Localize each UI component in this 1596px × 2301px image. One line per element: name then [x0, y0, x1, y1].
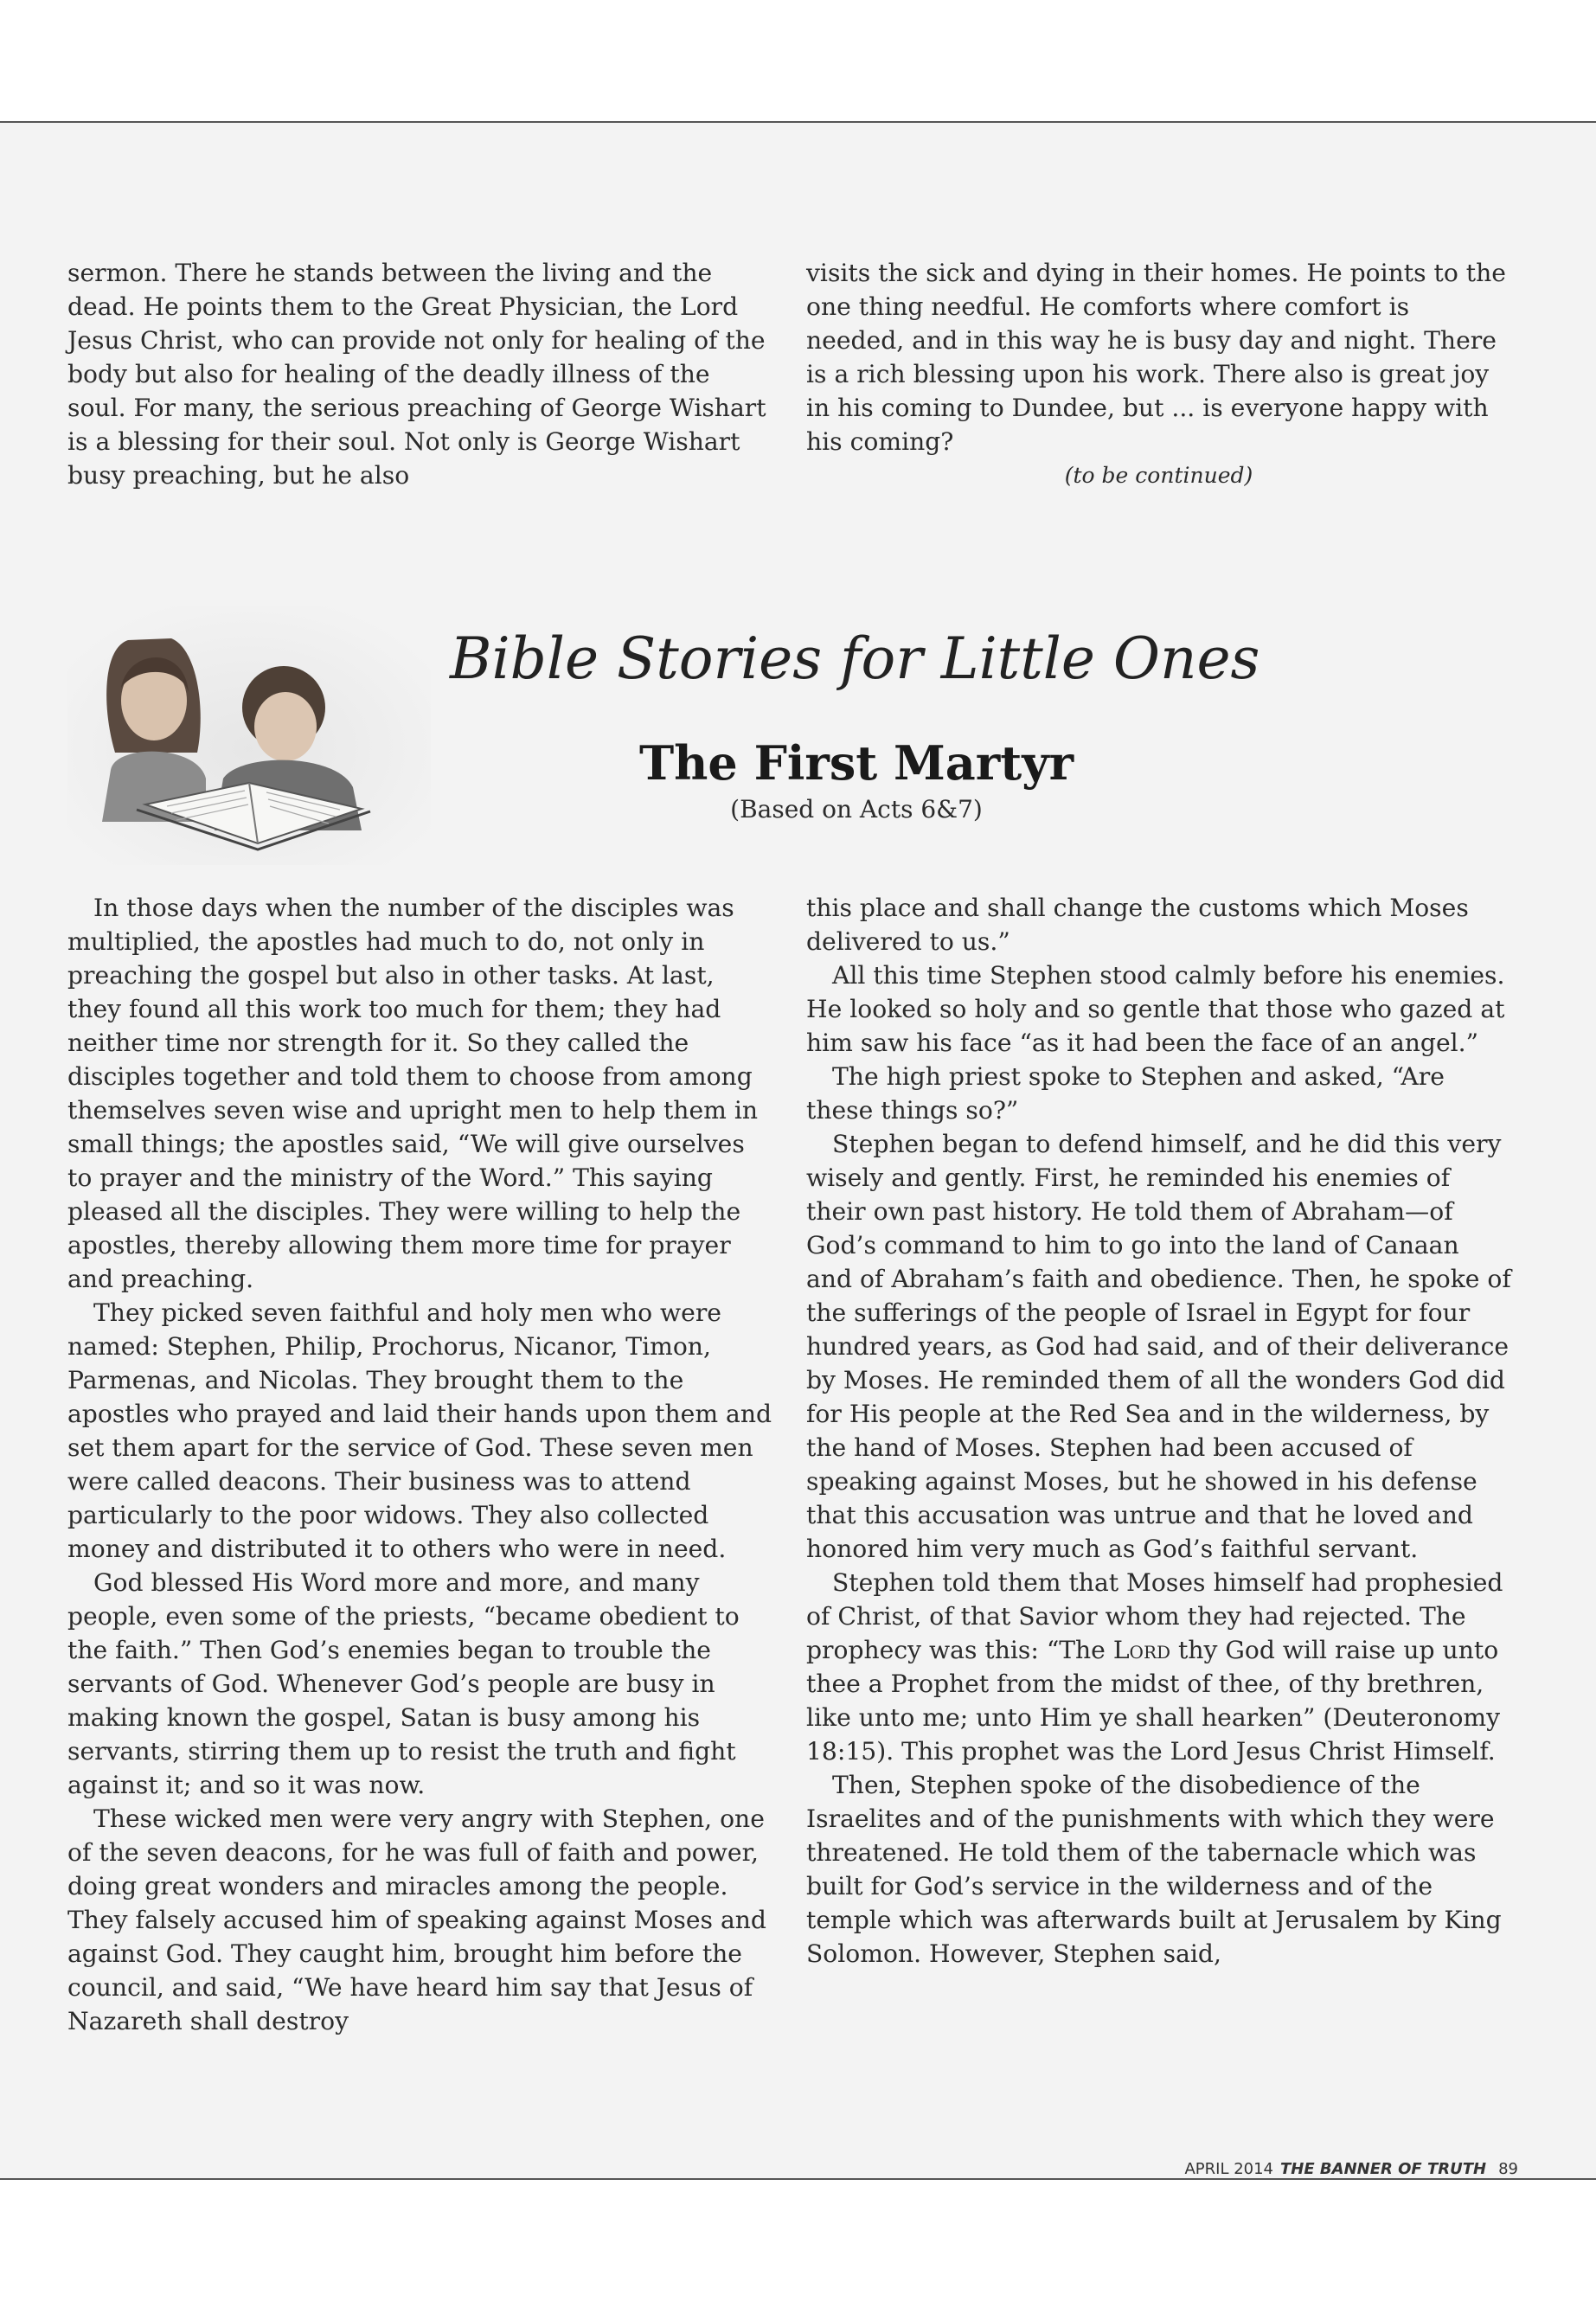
story-paragraph: They picked seven faithful and holy men who were named: Stephen, Philip, Prochorus, Nicanor, Timon, Parmenas, and Nicolas. They brought them to the apostles who prayed and laid their hands upon them and set them apart for the service of God. These seven men were called deacons. Their business was to attend particularly to the poor widows. They also collected money and distributed it to others who were in need.	[67, 1298, 772, 1563]
story-paragraph: These wicked men were very angry with Stephen, one of the seven deacons, for he was full of faith and power, doing great wonders and miracles among the people. They falsely accused him of speaking against Moses and against God. They caught him, brought him before the council, and said, “We have heard him say that Jesus of Nazareth shall destroy	[67, 1804, 766, 2035]
scan-margin-top	[0, 0, 1596, 121]
story-paragraph: God blessed His Word more and more, and many people, even some of the priests, “became obedient to the faith.” Then God’s enemies began to trouble the servants of God. Whenever God’s people are busy in making known the gospel, Satan is busy among his servants, stirring them up to resist the truth and fight against it; and so it was now.	[67, 1568, 740, 1799]
story-subtitle: (Based on Acts 6&7)	[730, 795, 983, 824]
children-reading-bible-illustration	[67, 606, 431, 865]
story-paragraph: The high priest spoke to Stephen and asked, “Are these things so?”	[806, 1062, 1445, 1125]
lord-small-caps: Lord	[1112, 1636, 1171, 1664]
footer-issue: APRIL 2014	[1184, 2160, 1274, 2178]
story-paragraph: this place and shall change the customs which Moses delivered to us.”	[806, 894, 1469, 956]
page-footer	[1184, 2159, 1518, 2180]
story-right-column	[806, 891, 1511, 1971]
story-paragraph: Then, Stephen spoke of the disobedience of the Israelites and of the punishments with which they were threatened. He told them of the tabernacle which was built for God’s service in the wilderness and of the temple which was afterwards built at Jerusalem by King Solomon. However, Stephen said,	[806, 1771, 1502, 1968]
intro-right-column	[806, 256, 1511, 492]
series-title: Bible Stories for Little Ones	[450, 625, 1260, 692]
story-paragraph: Stephen began to defend himself, and he did this very wisely and gently. First, he reminded his enemies of their own past history. He told them of Abraham—of God’s command to him to go into the land of Canaan and of Abraham’s faith and obedience. Then, he spoke of the sufferings of the people of Israel in Egypt for four hundred years, as God had said, and of their deliverance by Moses. He reminded them of all the wonders God did for His people at the Red Sea and in the wilderness, by the hand of Moses. Stephen had been accused of speaking against Moses, but he showed in his defense that this accusation was untrue and that he loved and honored him very much as God’s faithful servant.	[806, 1130, 1511, 1563]
story-paragraph-prophecy	[806, 1566, 1511, 1768]
story-left-column	[67, 891, 772, 2038]
footer-magazine-name: THE BANNER OF TRUTH	[1280, 2160, 1487, 2178]
continued-note: (to be continued)	[1064, 463, 1253, 488]
intro-left-text: sermon. There he stands between the living and the dead. He points them to the Great Physician, the Lord Jesus Christ, who can provide not only for healing of the body but also for healing of the deadly illness of the soul. For many, the serious preaching of George Wishart is a blessing for their soul. Not only is George Wishart busy preaching, but he also	[67, 259, 766, 490]
prophecy-text-before: Stephen told them that Moses himself had prophesied of Christ, of that Savior whom they had rejected. The prophecy was this: “The	[806, 1568, 1503, 1664]
story-paragraph: In those days when the number of the disciples was multiplied, the apostles had much to do, not only in preaching the gospel but also in other tasks. At last, they found all this work too much for them; they had neither time nor strength for it. So they called the disciples together and told them to choose from among themselves seven wise and upright men to help them in small things; the apostles said, “We will give ourselves to prayer and the ministry of the Word.” This saying pleased all the disciples. They were willing to help the apostles, thereby allowing them more time for prayer and preaching.	[67, 894, 758, 1293]
story-paragraph: All this time Stephen stood calmly before his enemies. He looked so holy and so gentle that those who gazed at him saw his face “as it had been the face of an angel.”	[806, 961, 1505, 1057]
story-title: The First Martyr	[638, 735, 1074, 791]
footer-page-number: 89	[1498, 2160, 1518, 2178]
intro-right-text: visits the sick and dying in their homes. He points to the one thing needful. He comforts where comfort is needed, and in this way he is busy day and night. There is a rich blessing upon his work. There also is great joy in his coming to Dundee, but ... is everyone happy with his coming?	[806, 259, 1506, 456]
intro-left-column	[67, 256, 772, 492]
prophecy-text-after: thy God will raise up unto thee a Prophet from the midst of thee, of thy brethren, like unto me; unto Him ye shall hearken” (Deuteronomy 18:15). This prophet was the Lord Jesus Christ Himself.	[806, 1636, 1501, 1766]
scan-margin-bottom	[0, 2180, 1596, 2301]
